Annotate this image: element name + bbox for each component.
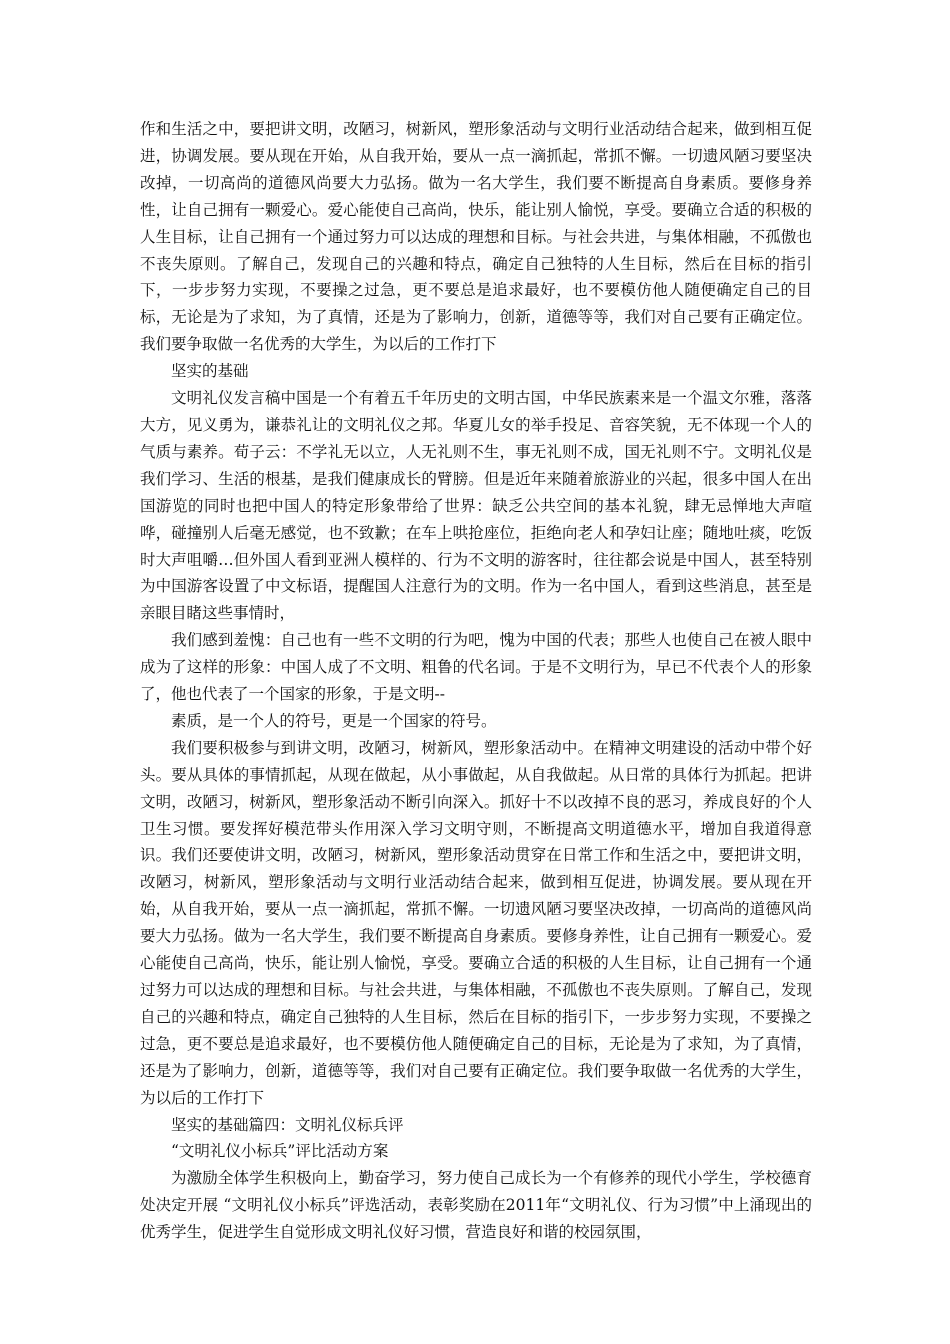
paragraph-1: 作和生活之中，要把讲文明，改陋习，树新风，塑形象活动与文明行业活动结合起来，做到相互促进，协调发展。要从现在开始，从自我开始，要从一点一滴抓起，常抓不懈。一切遗风陋习要坚决改掉，一切高尚的道德风尚要大力弘扬。做为一名大学生，我们要不断提高自身素质。要修身养性，让自己拥有一颗爱心。爱心能使自己高尚，快乐，能让别人愉悦，享受。要确立合适的积极的人生目标，让自己拥有一个通过努力可以达成的理想和目标。与社会共进，与集体相融，不孤傲也不丧失原则。了解自己，发现自己的兴趣和特点，确定自己独特的人生目标，然后在目标的指引下，一步步努力实现，不要操之过急，更不要总是追求最好，也不要模仿他人随便确定自己的目标，无论是为了求知，为了真情，还是为了影响力，创新，道德等等，我们对自己要有正确定位。我们要争取做一名优秀的大学生，为以后的工作打下: [140, 120, 812, 354]
paragraph-3: 文明礼仪发言稿中国是一个有着五千年历史的文明古国，中华民族素来是一个温文尔雅，落落大方，见义勇为，谦恭礼让的文明礼仪之邦。华夏儿女的举手投足、音容笑貌，无不体现一个人的气质与素养。荀子云：不学礼无以立，人无礼则不生，事无礼则不成，国无礼则不宁。文明礼仪是我们学习、生活的根基，是我们健康成长的臂膀。但是近年来随着旅游业的兴起，很多中国人在出国游览的同时也把中国人的特定形象带给了世界：缺乏公共空间的基本礼貌，肆无忌惮地大声喧哗，碰撞别人后毫无感觉，也不致歉；在车上哄抢座位，拒绝向老人和孕妇让座；随地吐痰，吃饭时大声咀嚼…但外国人看到亚洲人模样的、行为不文明的游客时，往往都会说是中国人，甚至特别为中国游客设置了中文标语，提醒国人注意行为的文明。作为一名中国人，看到这些消息，甚至是亲眼目睹这些事情时，: [140, 389, 812, 623]
paragraph-5: 素质，是一个人的符号，更是一个国家的符号。: [171, 711, 497, 730]
section-heading: 坚实的基础篇四：文明礼仪标兵评: [171, 1115, 404, 1134]
paragraph-2: 坚实的基础: [171, 362, 249, 381]
document-page: [140, 116, 812, 1246]
activity-plan-title: “文明礼仪小标兵”评比活动方案: [171, 1142, 389, 1161]
paragraph-4: 我们感到羞愧：自己也有一些不文明的行为吧，愧为中国的代表；那些人也使自己在被人眼中成为了这样的形象：中国人成了不文明、粗鲁的代名词。于是不文明行为，早已不代表个人的形象了，他也代表了一个国家的形象，于是文明--: [140, 631, 812, 704]
paragraph-9: 为激励全体学生积极向上，勤奋学习，努力使自己成长为一个有修养的现代小学生，学校德育处决定开展 “文明礼仪小标兵”评选活动，表彰奖励在2011年“文明礼仪、行为习惯”中上涌现出的优秀学生，促进学生自觉形成文明礼仪好习惯，营造良好和谐的校园氛围，: [140, 1169, 812, 1242]
paragraph-6: 我们要积极参与到讲文明，改陋习，树新风，塑形象活动中。在精神文明建设的活动中带个好头。要从具体的事情抓起，从现在做起，从小事做起，从自我做起。从日常的具体行为抓起。把讲文明，改陋习，树新风，塑形象活动不断引向深入。抓好十不以改掉不良的恶习，养成良好的个人卫生习惯。要发挥好模范带头作用深入学习文明守则，不断提高文明道德水平，增加自我道得意识。我们还要使讲文明，改陋习，树新风，塑形象活动贯穿在日常工作和生活之中，要把讲文明，改陋习，树新风，塑形象活动与文明行业活动结合起来，做到相互促进，协调发展。要从现在开始，从自我开始，要从一点一滴抓起，常抓不懈。一切遗风陋习要坚决改掉，一切高尚的道德风尚要大力弘扬。做为一名大学生，我们要不断提高自身素质。要修身养性，让自己拥有一颗爱心。爱心能使自己高尚，快乐，能让别人愉悦，享受。要确立合适的积极的人生目标，让自己拥有一个通过努力可以达成的理想和目标。与社会共进，与集体相融，不孤傲也不丧失原则。了解自己，发现自己的兴趣和特点，确定自己独特的人生目标，然后在目标的指引下，一步步努力实现，不要操之过急，更不要总是追求最好，也不要模仿他人随便确定自己的目标，无论是为了求知，为了真情，还是为了影响力，创新，道德等等，我们对自己要有正确定位。我们要争取做一名优秀的大学生，为以后的工作打下: [140, 738, 812, 1107]
